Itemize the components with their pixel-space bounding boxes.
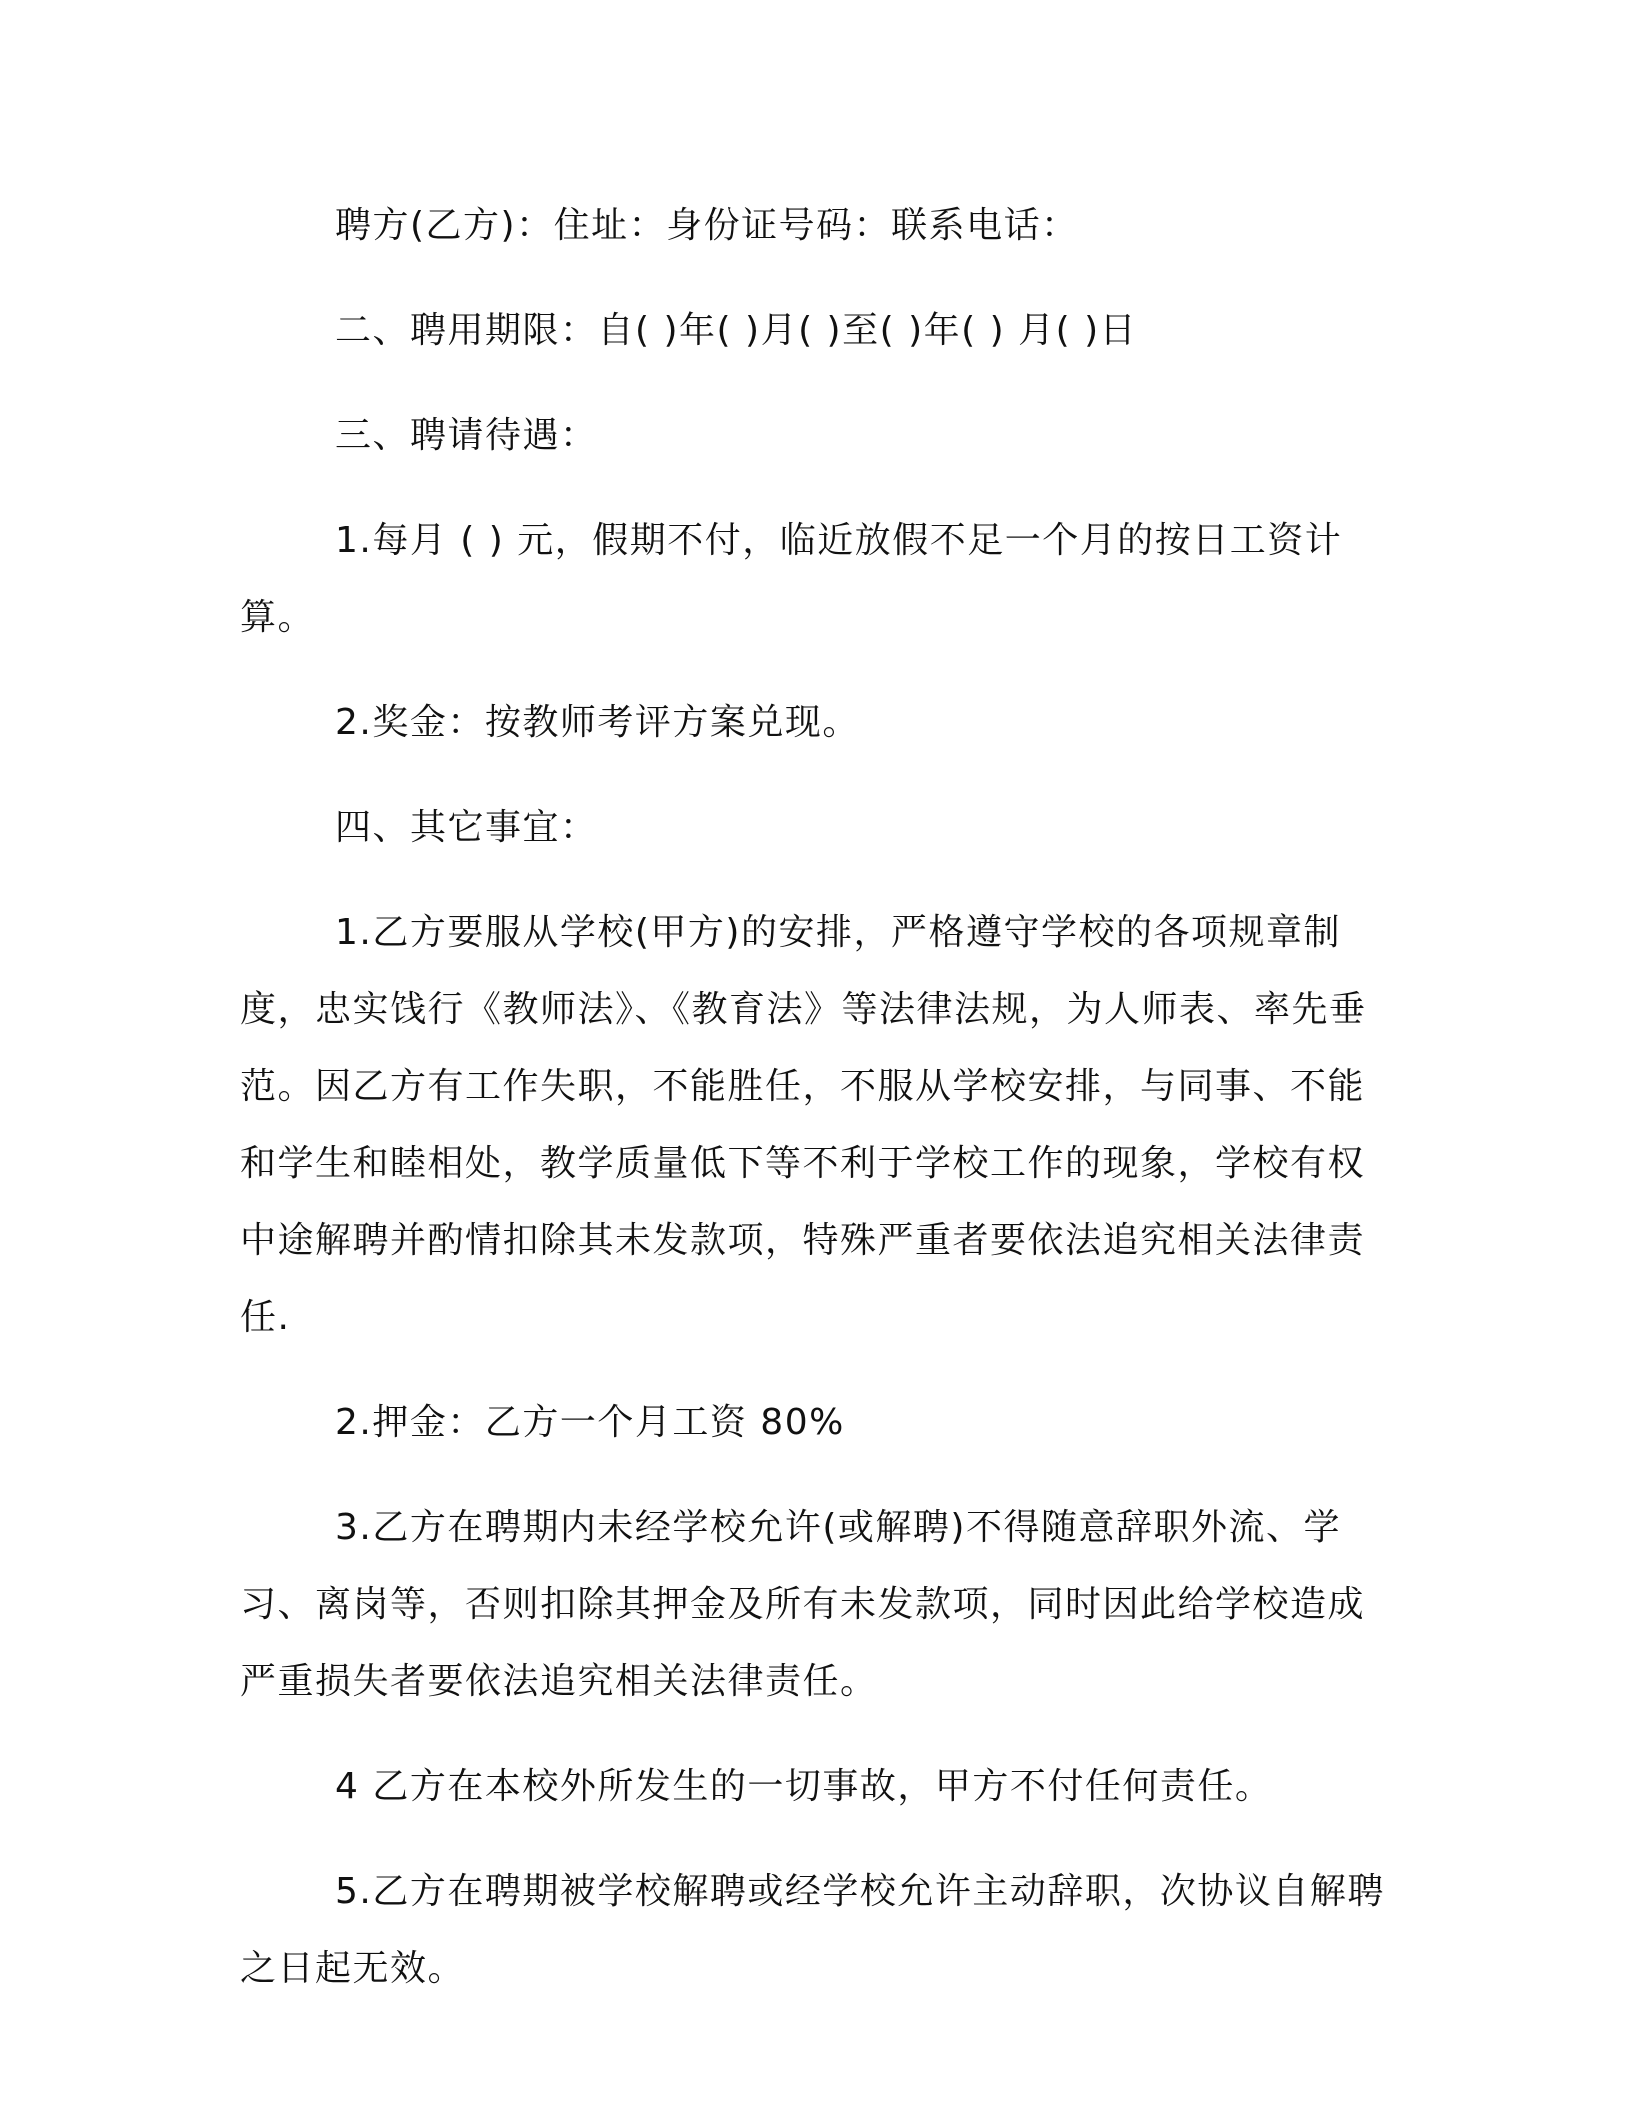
section-3-heading: 三、聘请待遇： bbox=[335, 415, 598, 456]
section-4-item-3: 3.乙方在聘期内未经学校允许(或解聘)不得随意辞职外流、学习、离岗等，否则扣除其押金及所有未发款项，同时因此给学校造成严重损失者要依法追究相关法律责任。 bbox=[240, 1507, 1366, 1702]
section-3-item-2: 2.奖金：按教师考评方案兑现。 bbox=[335, 702, 860, 743]
section-4-item-2: 2.押金：乙方一个月工资 80% bbox=[335, 1402, 845, 1443]
section-4-item-5: 5.乙方在聘期被学校解聘或经学校允许主动辞职，次协议自解聘之日起无效。 bbox=[240, 1871, 1385, 1989]
section-4-heading: 四、其它事宜： bbox=[335, 807, 598, 848]
party-b-info: 聘方(乙方)：住址：身份证号码：联系电话： bbox=[335, 205, 1079, 246]
section-3-item-1: 1.每月 ( ) 元，假期不付，临近放假不足一个月的按日工资计算。 bbox=[240, 520, 1343, 638]
section-2-term: 二、聘用期限：自( )年( )月( )至( )年( ) 月( )日 bbox=[335, 310, 1138, 351]
document-body bbox=[240, 187, 1400, 2035]
section-4-item-1: 1.乙方要服从学校(甲方)的安排，严格遵守学校的各项规章制度，忠实饯行《教师法》、《教育法》等法律法规，为人师表、率先垂范。因乙方有工作失职，不能胜任，不服从学校安排，与同事、不能和学生和睦相处，教学质量低下等不利于学校工作的现象，学校有权中途解聘并酌情扣除其未发款项，特殊严重者要依法追究相关法律责任. bbox=[240, 912, 1367, 1338]
section-4-item-4: 4 乙方在本校外所发生的一切事故，甲方不付任何责任。 bbox=[335, 1766, 1273, 1807]
